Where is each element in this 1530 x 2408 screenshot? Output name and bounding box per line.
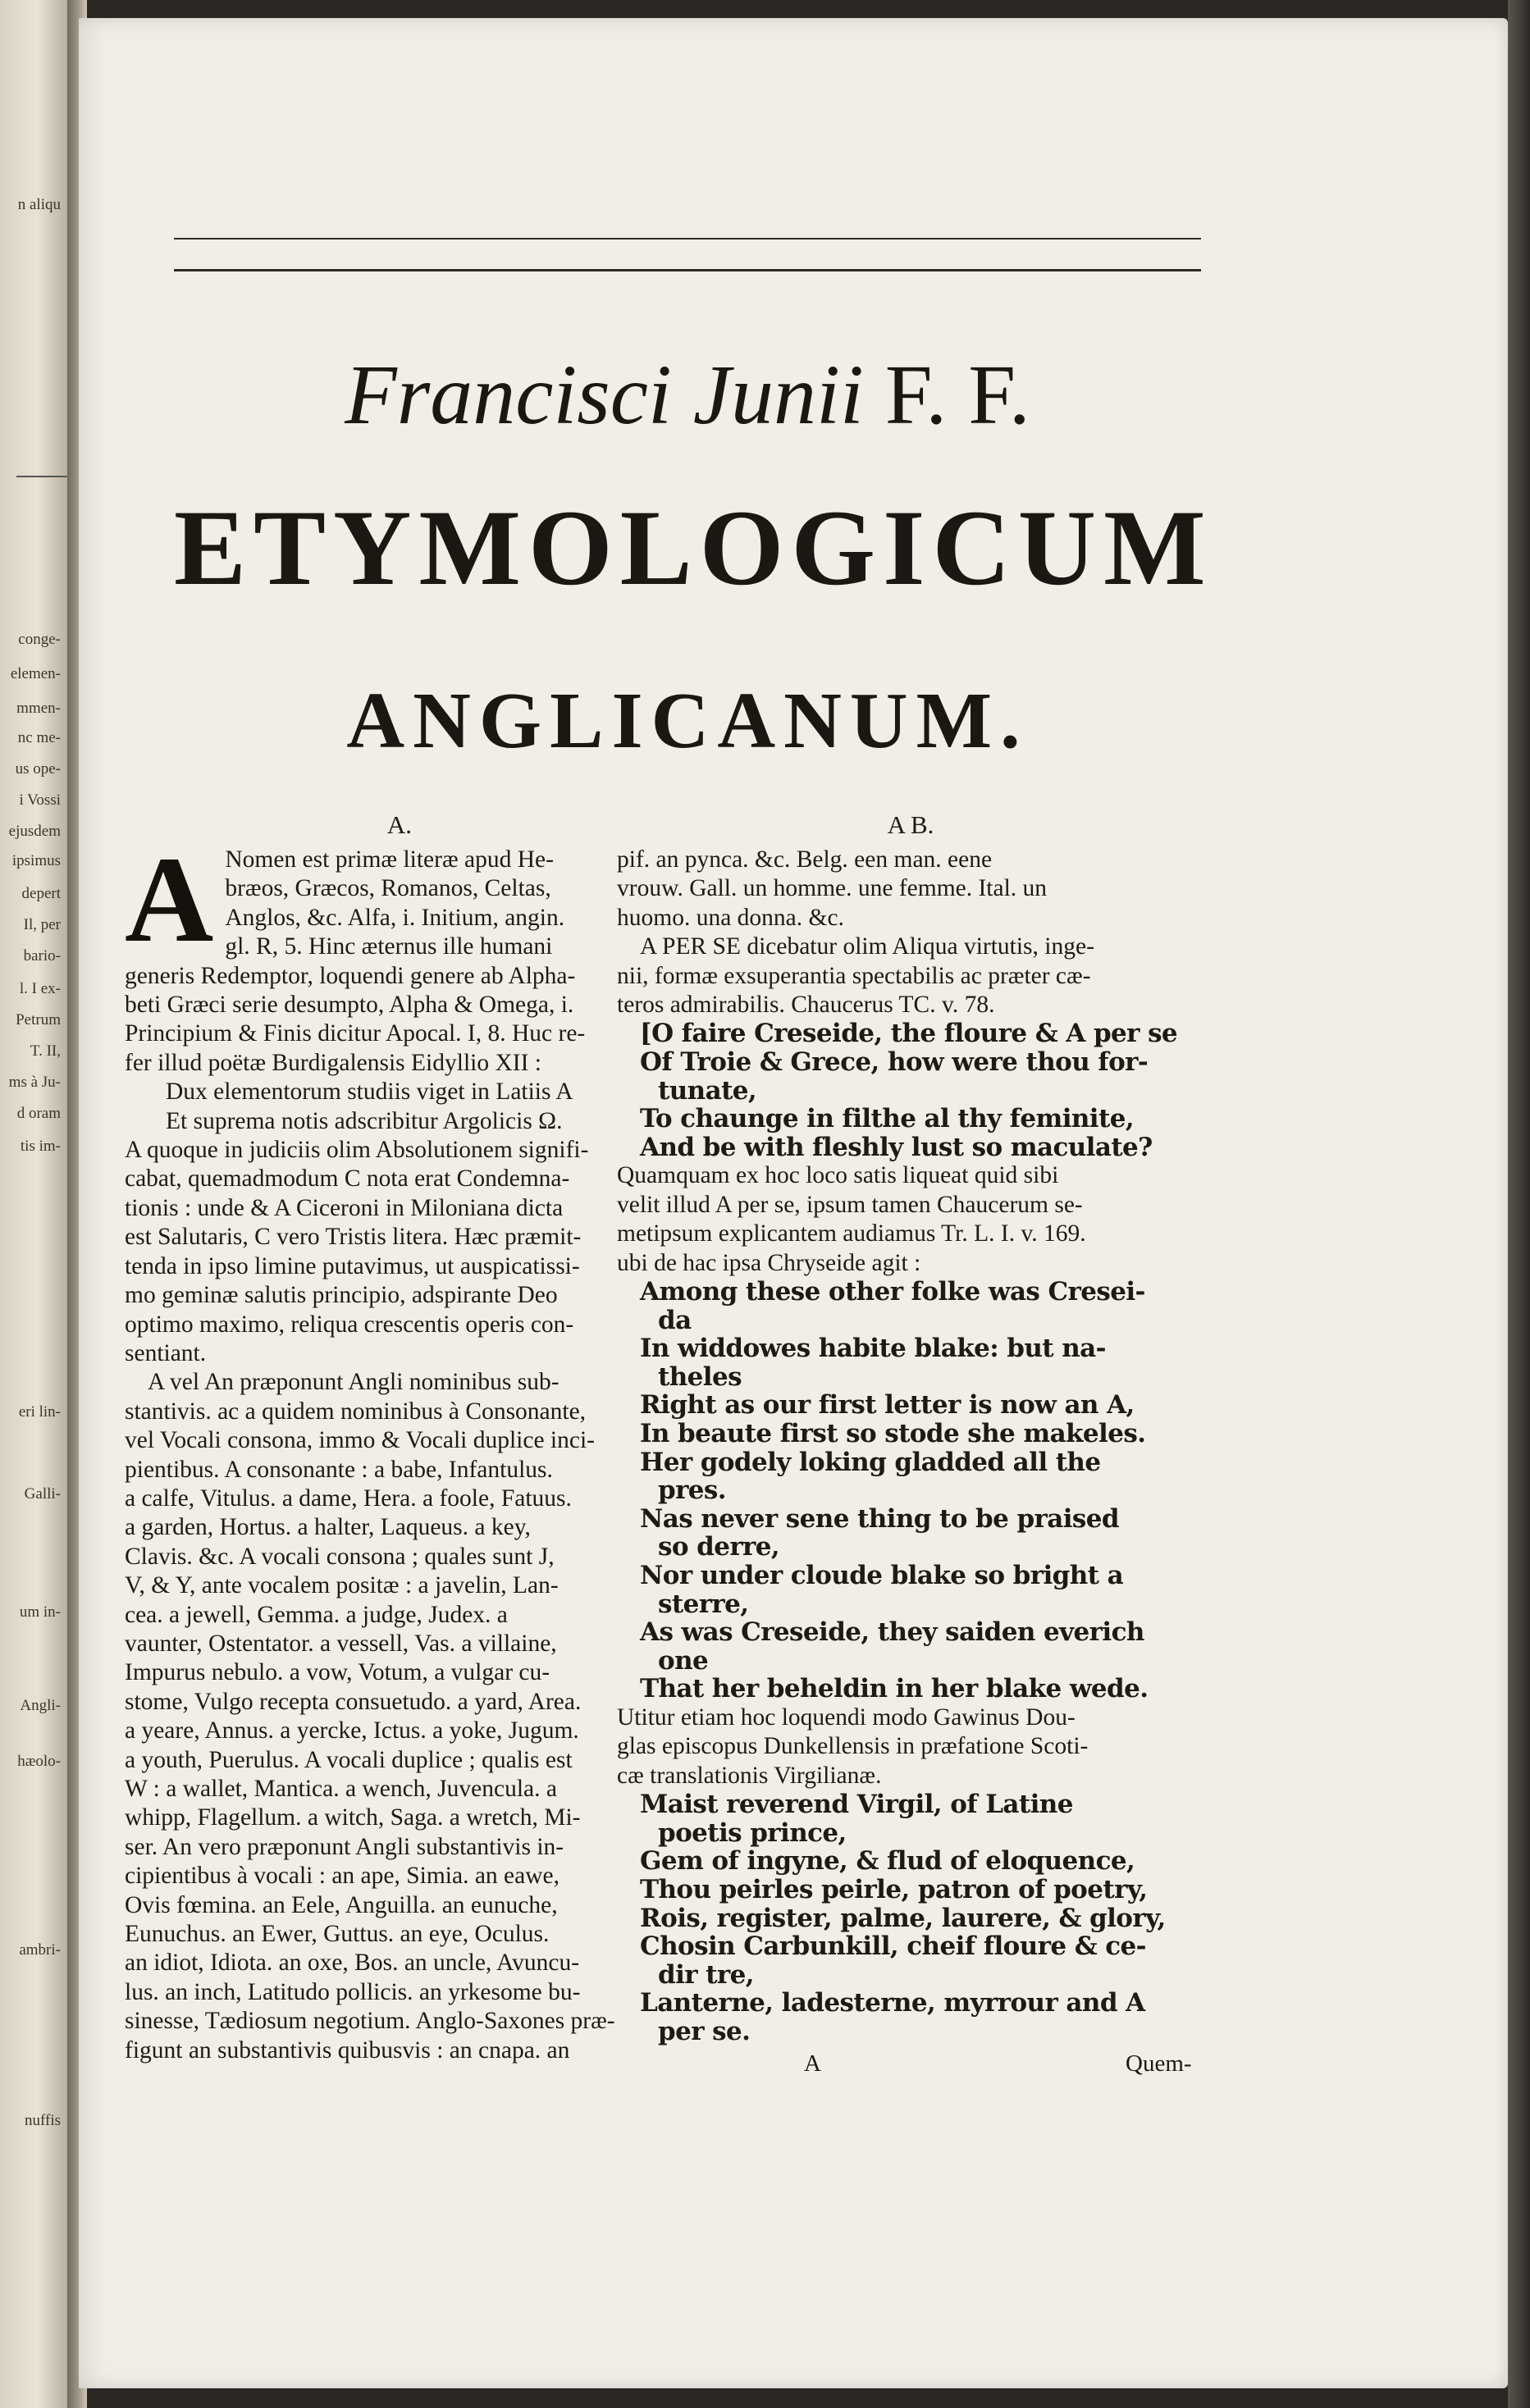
blackletter-verse-line: In widdowes habite blake: but na- <box>640 1334 1106 1364</box>
blackletter-verse-line: Among these other folke was Cresei- <box>640 1277 1145 1307</box>
text-line: whipp, Flagellum. a witch, Saga. a wretch, Mi- <box>125 1804 581 1831</box>
facing-page-fragment: um in- <box>19 1603 61 1621</box>
text-line: ubi de hac ipsa Chryseide agit : <box>617 1249 921 1276</box>
text-line: A PER SE dicebatur olim Aliqua virtutis, inge- <box>640 933 1094 960</box>
facing-page-fragment: ipsimus <box>11 852 61 869</box>
text-line: est Salutaris, C vero Tristis litera. Hæc præmit- <box>125 1224 582 1251</box>
text-line: Impurus nebulo. a vow, Votum, a vulgar cu- <box>125 1659 550 1686</box>
text-line: vrouw. Gall. un homme. une femme. Ital. un <box>617 875 1048 902</box>
facing-page-fragment: mmen- <box>16 700 61 717</box>
top-rule <box>174 238 1201 239</box>
text-line: a garden, Hortus. a halter, Laqueus. a key, <box>125 1514 531 1541</box>
text-line: a youth, Puerulus. A vocali duplice ; qualis est <box>125 1746 573 1773</box>
blackletter-verse-line: Gem of ingyne, & flud of eloquence, <box>640 1846 1135 1877</box>
text-line: W : a wallet, Mantica. a wench, Juvencula. a <box>125 1776 557 1802</box>
text-line: generis Redemptor, loquendi genere ab Alpha- <box>125 962 576 989</box>
text-line: figunt an substantivis quibusvis : an cnapa. an <box>125 2036 570 2064</box>
text-line: mo geminæ salutis principio, adspirante Deo <box>125 1282 558 1309</box>
blackletter-verse-line: sterre, <box>658 1589 749 1619</box>
author-title: Francisci Junii F. F. <box>345 348 1030 442</box>
text-line: glas episcopus Dunkellensis in præfatione Scoti- <box>617 1733 1089 1760</box>
text-line: Clavis. &c. A vocali consona ; quales sunt J, <box>125 1543 555 1570</box>
facing-page-fragment: bario- <box>23 947 61 965</box>
blackletter-verse-line: one <box>658 1645 709 1676</box>
text-line: cæ translationis Virgilianæ. <box>617 1762 882 1789</box>
facing-page-fragment: ejusdem <box>8 823 61 840</box>
blackletter-verse-line: Lanterne, ladesterne, myrrour and A <box>640 1988 1145 2018</box>
text-line: beti Græci serie desumpto, Alpha & Omega, i. <box>125 992 574 1019</box>
facing-page-fragment: i Vossi <box>19 791 61 809</box>
facing-page-fragment: T. II, <box>30 1042 61 1060</box>
text-line: cea. a jewell, Gemma. a judge, Judex. a <box>125 1601 508 1628</box>
blackletter-verse-line: As was Creseide, they saiden everich <box>640 1617 1144 1648</box>
blackletter-verse-line: And be with fleshly lust so maculate? <box>640 1132 1153 1162</box>
text-line: Utitur etiam hoc loquendi modo Gawinus Dou- <box>617 1703 1076 1731</box>
blackletter-verse-line: so derre, <box>658 1532 780 1562</box>
left-column-heading: A. <box>386 810 413 839</box>
facing-page-fragment: nc me- <box>17 729 61 746</box>
facing-page-fragment: Galli- <box>24 1485 61 1503</box>
blackletter-verse-line: Chosin Carbunkill, cheif floure & ce- <box>640 1931 1146 1962</box>
text-line: vel Vocali consona, immo & Vocali duplice inci- <box>125 1427 595 1454</box>
blackletter-verse-line: Right as our first letter is now an A, <box>640 1390 1135 1421</box>
text-line: metipsum explicantem audiamus Tr. L. I. v. 169. <box>617 1220 1086 1247</box>
facing-page-fragment: conge- <box>18 631 61 648</box>
facing-page-fragment: elemen- <box>10 665 61 682</box>
text-line: fer illud poëtæ Burdigalensis Eidyllio XII : <box>125 1049 541 1076</box>
text-line: nii, formæ exsuperantia spectabilis ac præter cæ- <box>617 962 1091 989</box>
blackletter-verse-line: [O faire Creseide, the floure & A per se <box>640 1019 1178 1049</box>
text-line: A quoque in judiciis olim Absolutionem signifi- <box>125 1137 589 1164</box>
facing-page-fragment: d oram <box>16 1105 61 1122</box>
text-line: tenda in ipso limine putavimus, ut auspicatissi- <box>125 1252 580 1279</box>
text-line: optimo maximo, reliqua crescentis operis con- <box>125 1311 574 1338</box>
text-line: Principium & Finis dicitur Apocal. I, 8. Huc re- <box>125 1020 586 1047</box>
blackletter-verse-line: That her beheldin in her blake wede. <box>640 1674 1149 1704</box>
blackletter-verse-line: per se. <box>658 2016 751 2046</box>
right-column-heading: A B. <box>887 810 934 839</box>
main-title: ETYMOLOGICUM <box>174 487 1213 608</box>
text-line: teros admirabilis. Chaucerus TC. v. 78. <box>617 992 995 1019</box>
facing-page-fragment: nuffis <box>25 2112 61 2129</box>
right-column <box>617 810 1204 2046</box>
blackletter-verse-line: To chaunge in filthe al thy feminite, <box>640 1104 1135 1134</box>
facing-page-fragment: us ope- <box>15 760 61 778</box>
blackletter-verse-line: In beaute first so stode she makeles. <box>640 1419 1146 1448</box>
facing-page-fragment: eri lin- <box>18 1403 61 1421</box>
blackletter-verse-line: tunate, <box>658 1075 757 1106</box>
text-line: cabat, quemadmodum C nota erat Condemna- <box>125 1165 570 1193</box>
facing-page-fragment: Petrum <box>16 1011 61 1028</box>
top-rule-double <box>174 269 1201 271</box>
text-line: a calfe, Vitulus. a dame, Hera. a foole, Fatuus. <box>125 1484 572 1512</box>
text-line: an idiot, Idiota. an oxe, Bos. an uncle, Avuncu- <box>125 1950 580 1977</box>
text-line: A vel An præponunt Angli nominibus sub- <box>148 1369 559 1396</box>
blackletter-verse-line: theles <box>658 1361 742 1392</box>
blackletter-verse-line: Nor under cloude blake so bright a <box>640 1560 1124 1590</box>
blackletter-verse-line: Nas never sene thing to be praised <box>640 1503 1119 1534</box>
blackletter-verse-line: Thou peirles peirle, patron of poetry, <box>640 1874 1148 1904</box>
facing-page <box>0 0 67 2408</box>
page-edge-shadow <box>1508 0 1530 2408</box>
facing-page-fragment: ms à Ju- <box>8 1074 61 1091</box>
facing-page-fragment: depert <box>21 885 61 902</box>
text-line: stantivis. ac a quidem nominibus à Consonante, <box>125 1398 587 1425</box>
text-line: Nomen est primæ literæ apud He- <box>225 846 554 873</box>
blackletter-verse-line: Maist reverend Virgil, of Latine <box>640 1790 1073 1820</box>
text-line: vaunter, Ostentator. a vessell, Vas. a villaine, <box>125 1630 557 1657</box>
signature-mark: A <box>804 2050 821 2077</box>
text-line: lus. an inch, Latitudo pollicis. an yrkesome bu- <box>125 1978 581 2005</box>
blackletter-verse-line: Her godely loking gladded all the <box>640 1447 1101 1477</box>
text-line: a yeare, Annus. a yercke, Ictus. a yoke, Jugum. <box>125 1717 579 1744</box>
facing-page-fragment: ambri- <box>19 1941 61 1959</box>
text-line: Eunuchus. an Ewer, Guttus. an eye, Oculus. <box>125 1921 550 1948</box>
text-line: pientibus. A consonante : a babe, Infantulus. <box>125 1456 553 1483</box>
text-line: gl. R, 5. Hinc æternus ille humani <box>225 933 553 960</box>
text-line: velit illud A per se, ipsum tamen Chaucerum se- <box>617 1191 1083 1218</box>
text-line: Ovis fœmina. an Eele, Anguilla. an eunuche, <box>125 1891 558 1918</box>
text-line: bræos, Græcos, Romanos, Celtas, <box>225 875 551 902</box>
text-line: huomo. una donna. &c. <box>617 904 844 931</box>
facing-page-fragment: l. I ex- <box>19 980 61 997</box>
text-line: Et suprema notis adscribitur Argolicis Ω. <box>166 1107 563 1134</box>
blackletter-verse-line: dir tre, <box>658 1959 754 1990</box>
text-line: sentiant. <box>125 1339 207 1366</box>
text-line: Dux elementorum studiis viget in Latiis A <box>166 1079 573 1106</box>
blackletter-verse-line: da <box>658 1305 692 1335</box>
blackletter-verse-line: poetis prince, <box>658 1817 847 1848</box>
text-line: V, & Y, ante vocalem positæ : a javelin, Lan- <box>125 1572 559 1599</box>
blackletter-verse-line: pres. <box>658 1475 726 1506</box>
blackletter-verse-line: Rois, register, palme, laurere, & glory, <box>640 1903 1166 1933</box>
blackletter-verse-line: Of Troie & Grece, how were thou for- <box>640 1047 1149 1078</box>
text-line: Anglos, &c. Alfa, i. Initium, angin. <box>225 904 565 931</box>
text-line: cipientibus à vocali : an ape, Simia. an eawe, <box>125 1863 559 1890</box>
facing-page-rule <box>16 476 67 477</box>
facing-page-fragment: Angli- <box>20 1697 61 1714</box>
left-column <box>125 810 674 2065</box>
text-line: stome, Vulgo recepta consuetudo. a yard, Area. <box>125 1688 582 1715</box>
text-line: sinesse, Tædiosum negotium. Anglo-Saxones præ- <box>125 2008 615 2035</box>
text-line: pif. an pynca. &c. Belg. een man. eene <box>617 846 993 873</box>
text-line: ser. An vero præponunt Angli substantivis in- <box>125 1833 564 1860</box>
facing-page-fragment: tis im- <box>20 1138 61 1155</box>
text-line: tionis : unde & A Ciceroni in Miloniana dicta <box>125 1194 564 1221</box>
facing-page-fragment: hæolo- <box>17 1753 61 1770</box>
text-line: Quamquam ex hoc loco satis liqueat quid sibi <box>617 1162 1059 1189</box>
sub-title: ANGLICANUM. <box>346 677 1029 765</box>
drop-cap: A <box>125 832 214 968</box>
facing-page-fragment: n aliqu <box>17 196 61 213</box>
facing-page-fragment: Il, per <box>23 916 61 933</box>
catchword: Quem- <box>1126 2050 1192 2077</box>
